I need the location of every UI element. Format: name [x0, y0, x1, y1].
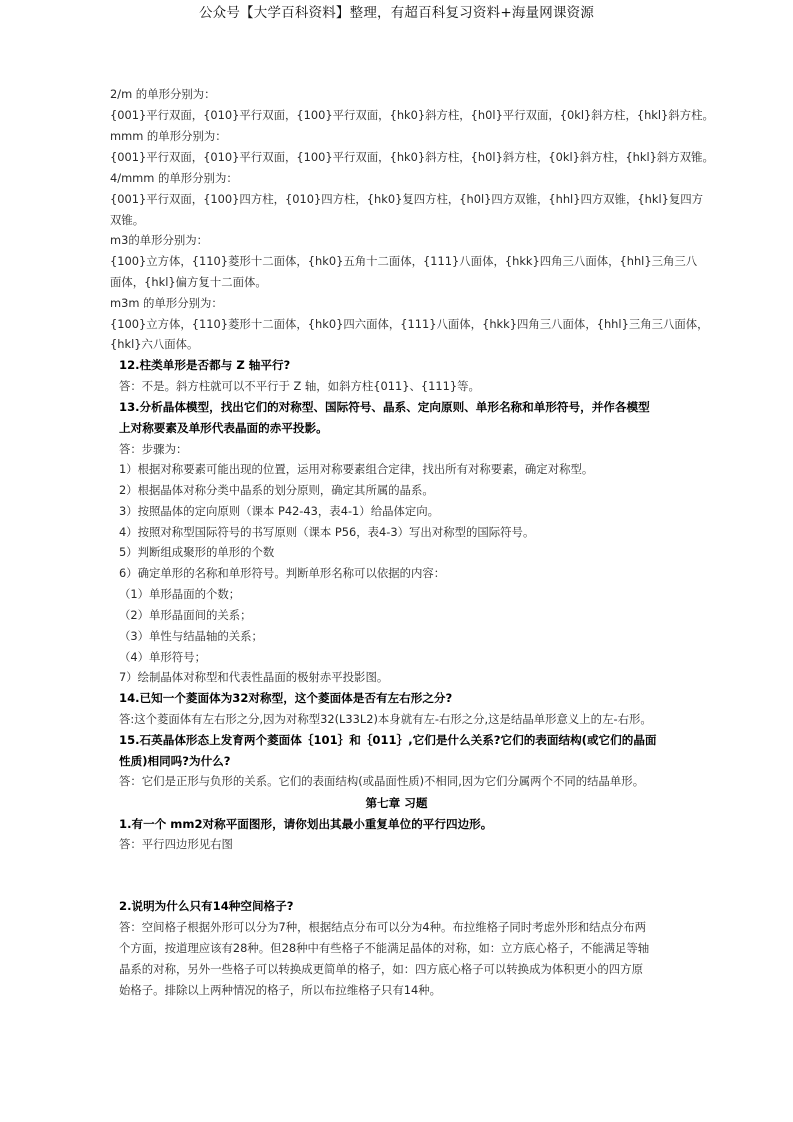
question-heading: 15.石英晶体形态上发育两个菱面体｛101｝和｛011｝,它们是什么关系?它们的表面结构(或它们的晶面	[119, 733, 657, 747]
question-heading: 13.分析晶体模型，找出它们的对称型、国际符号、晶系、定向原则、单形名称和单形符号，并作各模型	[119, 400, 650, 414]
question-heading: 12.柱类单形是否都与 Z 轴平行?	[119, 358, 291, 372]
question-heading: 14.已知一个菱面体为32对称型，这个菱面体是否有左右形之分?	[119, 691, 453, 705]
answer-line: 答：平行四边形见右图	[119, 837, 233, 851]
step-line: 7）绘制晶体对称型和代表性晶面的极射赤平投影图。	[119, 670, 389, 684]
answer-line: 答：步骤为：	[119, 442, 188, 456]
text-line: {001}平行双面，{010}平行双面，{100}平行双面，{hk0}斜方柱，{h0l}平行双面，{0kl}斜方柱，{hkl}斜方柱。	[110, 108, 714, 122]
step-line: （2）单形晶面间的关系；	[119, 608, 252, 622]
question-heading: 2.说明为什么只有14种空间格子?	[119, 899, 294, 913]
text-line: 双锥。	[110, 213, 145, 227]
text-line: 面体，{hkl}偏方复十二面体。	[110, 275, 267, 289]
text-line: mmm 的单形分别为：	[110, 129, 227, 143]
step-line: 5）判断组成聚形的单形的个数	[119, 545, 275, 559]
text-line: {001}平行双面，{100}四方柱，{010}四方柱，{hk0}复四方柱，{h0l}四方双锥，{hhl}四方双锥，{hkl}复四方	[110, 192, 704, 206]
step-line: （1）单形晶面的个数；	[119, 587, 241, 601]
answer-line: 答：空间格子根据外形可以分为7种，根据结点分布可以分为4种。布拉维格子同时考虑外形和结点分布两	[119, 920, 647, 934]
question-heading: 1.有一个 mm2对称平面图形，请你划出其最小重复单位的平行四边形。	[119, 817, 493, 831]
text-line: {100}立方体，{110}菱形十二面体，{hk0}四六面体，{111}八面体，{hkk}四角三八面体，{hhl}三角三八面体，	[110, 317, 709, 331]
step-line: 1）根据对称要素可能出现的位置，运用对称要素组合定律，找出所有对称要素，确定对称型。	[119, 462, 594, 476]
answer-line: 始格子。排除以上两种情况的格子，所以布拉维格子只有14种。	[119, 983, 442, 997]
text-line: m3m 的单形分别为：	[110, 296, 223, 310]
text-line: {hkl}六八面体。	[110, 337, 199, 351]
step-line: 4）按照对称型国际符号的书写原则（课本 P56，表4-3）写出对称型的国际符号。	[119, 525, 535, 539]
question-heading: 上对称要素及单形代表晶面的赤平投影。	[119, 421, 328, 435]
answer-line: 晶系的对称，另外一些格子可以转换成更简单的格子，如：四方底心格子可以转换成为体积更小的四方原	[119, 962, 643, 976]
step-line: 2）根据晶体对称分类中晶系的划分原则，确定其所属的晶系。	[119, 483, 434, 497]
step-line: 6）确定单形的名称和单形符号。判断单形名称可以依据的内容：	[119, 566, 446, 580]
text-line: {100}立方体，{110}菱形十二面体，{hk0}五角十二面体，{111}八面体，{hkk}四角三八面体，{hhl}三角三八	[110, 254, 698, 268]
question-heading: 性质)相同吗?为什么?	[119, 754, 231, 768]
chapter-title: 第七章 习题	[365, 796, 428, 810]
step-line: （3）单性与结晶轴的关系；	[119, 629, 263, 643]
step-line: 3）按照晶体的定向原则（课本 P42-43，表4-1）给晶体定向。	[119, 504, 440, 518]
text-line: 2/m 的单形分别为：	[110, 87, 216, 101]
page-header: 公众号【大学百科资料】整理，有超百科复习资料+海量网课资源	[198, 5, 595, 21]
answer-line: 答：不是。斜方柱就可以不平行于 Z 轴，如斜方柱{011}、{111}等。	[119, 379, 480, 393]
step-line: （4）单形符号；	[119, 650, 206, 664]
answer-line: 答：它们是正形与负形的关系。它们的表面结构(或晶面性质)不相同,因为它们分属两个不同的结晶单形。	[119, 774, 645, 788]
answer-line: 个方面，按道理应该有28种。但28种中有些格子不能满足晶体的对称，如：立方底心格子，不能满足等轴	[119, 941, 650, 955]
text-line: m3的单形分别为：	[110, 233, 209, 247]
text-line: 4/mmm 的单形分别为：	[110, 171, 238, 185]
text-line: {001}平行双面，{010}平行双面，{100}平行双面，{hk0}斜方柱，{h0l}斜方柱，{0kl}斜方柱，{hkl}斜方双锥。	[110, 150, 714, 164]
answer-line: 答:这个菱面体有左右形之分,因为对称型32(L33L2)本身就有左-右形之分,这是结晶单形意义上的左-右形。	[119, 712, 652, 726]
